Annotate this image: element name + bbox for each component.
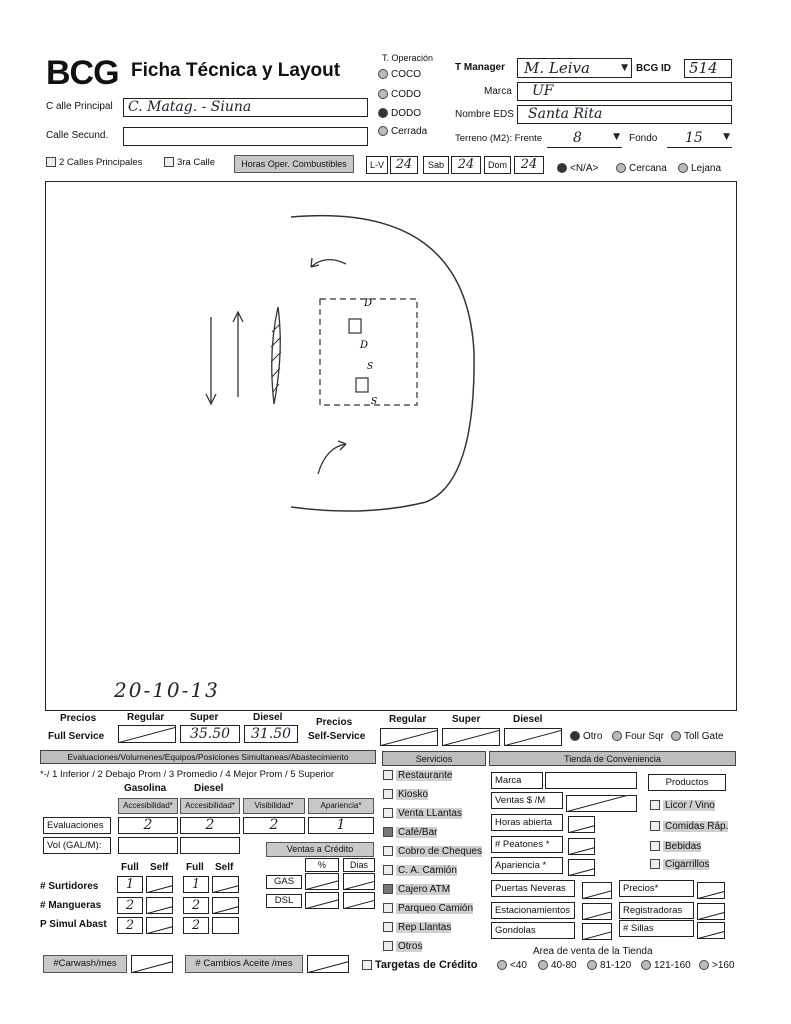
checkbox-icon: [362, 960, 372, 970]
servicio-checkbox[interactable]: [383, 827, 437, 838]
simul-self-dsl[interactable]: [212, 917, 239, 934]
servicios-header: Servicios: [382, 751, 486, 766]
surtidores-self-dsl[interactable]: [212, 876, 239, 893]
area-option-label: 40-80: [551, 960, 577, 971]
gondolas-field[interactable]: [582, 923, 612, 940]
median-island: [272, 307, 281, 404]
tienda-marca-field[interactable]: [545, 772, 637, 789]
format-four-sqr[interactable]: Four Sqr: [612, 731, 664, 742]
servicio-label: C. A. Camión: [398, 865, 457, 876]
registradoras-label: Registradoras: [619, 902, 694, 919]
col-visibilidad: Visibilidad*: [243, 798, 305, 814]
eval-visibilidad[interactable]: 2: [243, 817, 305, 834]
radio-icon: [641, 960, 651, 970]
area-option-label: <40: [510, 960, 527, 971]
radio-selected-icon: [378, 108, 388, 118]
simul-full-dsl[interactable]: 2: [183, 917, 209, 934]
servicio-checkbox[interactable]: [383, 941, 422, 952]
productos-label: Productos: [648, 774, 726, 791]
checkbox-icon: [383, 865, 393, 875]
servicio-checkbox[interactable]: [383, 903, 473, 914]
mangueras-full-dsl[interactable]: 2: [183, 897, 209, 914]
gas-pct-field[interactable]: [305, 873, 339, 890]
dias-header: Dias: [343, 858, 375, 872]
radio-selected-icon: [557, 163, 567, 173]
estacionamientos-field[interactable]: [582, 903, 612, 920]
area-option-label: 121-160: [654, 960, 691, 971]
apariencia-label: Apariencia *: [491, 857, 563, 874]
apariencia-field[interactable]: [568, 859, 595, 876]
registradoras-field[interactable]: [697, 903, 725, 920]
checkbox-icon: [164, 157, 174, 167]
mangueras-self-gas[interactable]: [146, 897, 173, 914]
area-option[interactable]: [699, 960, 735, 971]
bcg-id-field[interactable]: 514: [684, 59, 732, 78]
full-regular-field[interactable]: [118, 725, 176, 743]
checkbox-icon: [383, 808, 393, 818]
t-operacion-coco[interactable]: COCO: [378, 69, 421, 80]
servicio-label: Otros: [398, 941, 423, 952]
self-super-field[interactable]: [442, 728, 500, 746]
area-option[interactable]: [587, 960, 631, 971]
proximity-cercana[interactable]: Cercana: [616, 163, 667, 174]
dispenser-mark-1a: D: [364, 298, 373, 309]
surtidores-label: # Surtidores: [40, 881, 99, 892]
radio-icon: [671, 731, 681, 741]
marca-field[interactable]: UF: [517, 82, 732, 101]
eval-apariencia[interactable]: 1: [308, 817, 374, 834]
col-diesel: Diesel: [253, 712, 283, 723]
horas-abierta-field[interactable]: [568, 816, 595, 833]
dsl-pct-field[interactable]: [305, 892, 339, 909]
ventas-credito-header: Ventas a Crédito: [266, 842, 374, 857]
puertas-neveras-field[interactable]: [582, 882, 612, 899]
simul-full-gas[interactable]: 2: [117, 917, 143, 934]
format-otro[interactable]: Otro: [570, 731, 602, 742]
dispenser-mark-2a: S: [367, 362, 374, 372]
self-label-gas: Self: [150, 862, 169, 873]
area-option-label: >160: [712, 960, 735, 971]
tercera-calle-checkbox[interactable]: 3ra Calle: [164, 157, 215, 168]
product-bebidas[interactable]: Bebidas: [650, 841, 701, 852]
self-col-super: Super: [452, 714, 481, 725]
dropdown-arrow-icon: ▼: [723, 132, 730, 142]
radio-icon: [587, 960, 597, 970]
tarjetas-credito-checkbox[interactable]: Targetas de Crédito: [362, 959, 478, 971]
checkbox-checked-icon: [383, 827, 393, 837]
terreno-label: Terreno (M2): Frente: [455, 133, 543, 144]
precios-tienda-label: Precios*: [619, 880, 694, 897]
checkbox-icon: [383, 922, 393, 932]
checkbox-icon: [383, 846, 393, 856]
surtidores-full-dsl[interactable]: 1: [183, 876, 209, 893]
surtidores-self-gas[interactable]: [146, 876, 173, 893]
dispenser-2: [356, 378, 368, 392]
self-service-label: Self-Service: [308, 731, 366, 742]
servicio-checkbox[interactable]: [383, 846, 482, 857]
checkbox-checked-icon: [383, 884, 393, 894]
product-licor[interactable]: Licor / Vino: [650, 800, 715, 811]
area-option-label: 81-120: [600, 960, 632, 971]
servicio-label: Cajero ATM: [398, 884, 451, 895]
eval-accesibilidad-gas[interactable]: 2: [118, 817, 178, 834]
radio-icon: [616, 163, 626, 173]
sab-field[interactable]: 24: [451, 156, 481, 174]
gasolina-label: Gasolina: [124, 783, 167, 794]
checkbox-icon: [383, 789, 393, 799]
puertas-neveras-label: Puertas Neveras: [491, 880, 575, 897]
dropdown-arrow-icon: ▼: [621, 63, 628, 73]
dispenser-mark-1b: D: [360, 340, 369, 351]
fondo-select[interactable]: 15 ▼: [667, 130, 732, 148]
proximity-lejana[interactable]: Lejana: [678, 163, 721, 174]
radio-selected-icon: [570, 731, 580, 741]
self-diesel-field[interactable]: [504, 728, 562, 746]
area-option[interactable]: [538, 960, 577, 971]
col-accesibilidad-dsl: Accesibilidad*: [180, 798, 240, 814]
dom-label: Dom: [484, 156, 511, 174]
area-option[interactable]: [641, 960, 691, 971]
full-diesel-field[interactable]: 31.50: [244, 725, 298, 743]
servicio-checkbox[interactable]: [383, 808, 462, 819]
area-option[interactable]: [497, 960, 527, 971]
self-regular-field[interactable]: [380, 728, 438, 746]
page-title: Ficha Técnica y Layout: [131, 60, 341, 81]
horas-abierta-label: Horas abierta: [491, 814, 563, 831]
checkbox-icon: [46, 157, 56, 167]
site-boundary: [291, 216, 474, 511]
servicio-label: Parqueo Camión: [398, 903, 474, 914]
t-operacion-codo[interactable]: CODO: [378, 89, 421, 100]
scale-legend: *-/ 1 Inferior / 2 Debajo Prom / 3 Promedio / 4 Mejor Prom / 5 Superior: [40, 769, 335, 780]
sillas-label: # Sillas: [619, 920, 694, 937]
marca-label: Marca: [484, 86, 512, 97]
vol-dsl-field[interactable]: [180, 837, 240, 854]
peatones-field[interactable]: [568, 838, 595, 855]
carwash-field[interactable]: [131, 955, 173, 973]
col-apariencia: Apariencia*: [308, 798, 374, 814]
nombre-eds-label: Nombre EDS: [455, 109, 514, 120]
area-venta-label: Area de venta de la Tienda: [533, 946, 653, 957]
surtidores-full-gas[interactable]: 1: [117, 876, 143, 893]
servicio-checkbox[interactable]: [383, 865, 457, 876]
radio-icon: [612, 731, 622, 741]
t-operacion-dodo[interactable]: DODO: [378, 108, 421, 119]
radio-icon: [378, 89, 388, 99]
cambios-aceite-field[interactable]: [307, 955, 349, 973]
checkbox-icon: [383, 770, 393, 780]
col-accesibilidad-gas: Accesibilidad*: [118, 798, 178, 814]
tienda-marca-label: Marca: [491, 772, 543, 789]
servicio-checkbox[interactable]: [383, 770, 452, 781]
radio-icon: [378, 126, 388, 136]
gas-dias-field[interactable]: [343, 873, 375, 890]
precios-full-label: Precios: [60, 713, 97, 724]
full-super-field[interactable]: 35.50: [180, 725, 240, 743]
evaluaciones-bar: Evaluaciones/Volumenes/Equipos/Posiciones Simultaneas/Abastecimiento: [40, 750, 376, 764]
evaluaciones-label: Evaluaciones: [43, 817, 111, 834]
vol-label: Vol (GAL/M):: [43, 837, 111, 854]
servicio-label: Cobro de Cheques: [398, 846, 482, 857]
nombre-eds-field[interactable]: Santa Rita: [517, 105, 732, 124]
simul-self-gas[interactable]: [146, 917, 173, 934]
calle-principal-field[interactable]: C. Matag. - Siuna: [123, 98, 368, 117]
dos-calles-checkbox[interactable]: 2 Calles Principales: [46, 157, 142, 168]
checkbox-icon: [650, 841, 660, 851]
t-operacion-cerrada[interactable]: Cerrada: [378, 126, 427, 137]
calle-secund-label: Calle Secund.: [46, 130, 109, 141]
servicio-checkbox[interactable]: [383, 884, 450, 895]
radio-icon: [699, 960, 709, 970]
radio-icon: [378, 69, 388, 79]
simul-abast-label: P Simul Abast: [40, 919, 107, 930]
product-cigarrillos[interactable]: Cigarrillos: [650, 859, 709, 870]
checkbox-icon: [650, 859, 660, 869]
precios-self-label: Precios: [316, 717, 353, 728]
lv-label: L-V: [366, 156, 388, 174]
gondolas-label: Gondolas: [491, 922, 575, 939]
cambios-aceite-label: # Cambios Aceite /mes: [185, 955, 303, 973]
ventas-label: Ventas $ /M: [491, 792, 563, 809]
product-comidas[interactable]: Comidas Ráp.: [650, 821, 728, 832]
pct-header: %: [305, 858, 339, 872]
servicio-label: Kiosko: [398, 789, 429, 800]
layout-drawing-area[interactable]: [45, 181, 737, 711]
dropdown-arrow-icon: ▼: [613, 132, 620, 142]
ventas-field[interactable]: [566, 795, 637, 812]
servicio-checkbox[interactable]: [383, 922, 451, 933]
precios-tienda-field[interactable]: [697, 882, 725, 899]
horas-oper-button[interactable]: Horas Oper. Combustibles: [234, 155, 354, 173]
servicio-label: Restaurante: [398, 770, 453, 781]
col-super: Super: [190, 712, 219, 723]
bcg-logo: BCG: [46, 54, 119, 92]
dispenser-1: [349, 319, 361, 333]
mangueras-label: # Mangueras: [40, 900, 102, 911]
dsl-label: DSL: [266, 894, 302, 908]
tienda-header: Tienda de Conveniencia: [489, 751, 736, 766]
checkbox-icon: [383, 941, 393, 951]
full-label-dsl: Full: [186, 862, 204, 873]
sab-label: Sab: [423, 156, 449, 174]
col-regular: Regular: [127, 712, 165, 723]
bcg-id-label: BCG ID: [636, 63, 671, 74]
proximity-na[interactable]: <N/A>: [557, 163, 598, 174]
self-label-dsl: Self: [215, 862, 234, 873]
diesel-label: Diesel: [194, 783, 224, 794]
vol-gas-field[interactable]: [118, 837, 178, 854]
mangueras-full-gas[interactable]: 2: [117, 897, 143, 914]
checkbox-icon: [650, 821, 660, 831]
site-sketch: [46, 182, 735, 709]
full-label-gas: Full: [121, 862, 139, 873]
t-operacion-label: T. Operación: [382, 53, 434, 63]
mangueras-self-dsl[interactable]: [212, 897, 239, 914]
lv-field[interactable]: 24: [390, 156, 418, 174]
checkbox-icon: [383, 903, 393, 913]
fondo-label: Fondo: [629, 133, 658, 144]
self-col-diesel: Diesel: [513, 714, 543, 725]
radio-icon: [497, 960, 507, 970]
format-toll-gate[interactable]: Toll Gate: [671, 731, 723, 742]
t-manager-label: T Manager: [455, 62, 506, 73]
frente-select[interactable]: 8 ▼: [547, 130, 622, 148]
servicio-label: Rep Llantas: [398, 922, 452, 933]
dom-field[interactable]: 24: [514, 156, 544, 174]
estacionamientos-label: Estacionamientos: [491, 902, 575, 919]
servicio-label: Venta LLantas: [398, 808, 462, 819]
full-service-label: Full Service: [48, 731, 105, 742]
t-manager-select[interactable]: M. Leiva ▼: [517, 58, 632, 78]
calle-principal-label: C alle Principal: [46, 101, 113, 112]
sillas-field[interactable]: [697, 922, 725, 939]
gas-label: GAS: [266, 875, 302, 889]
checkbox-icon: [650, 800, 660, 810]
servicio-label: Café/Bar: [398, 827, 438, 838]
calle-secund-field[interactable]: [123, 127, 368, 146]
dispenser-mark-2b: S: [371, 397, 378, 407]
self-col-regular: Regular: [389, 714, 427, 725]
carwash-label: #Carwash/mes: [43, 955, 127, 973]
dsl-dias-field[interactable]: [343, 892, 375, 909]
eval-accesibilidad-dsl[interactable]: 2: [180, 817, 240, 834]
radio-icon: [538, 960, 548, 970]
radio-icon: [678, 163, 688, 173]
peatones-label: # Peatones *: [491, 836, 563, 853]
servicio-checkbox[interactable]: [383, 789, 428, 800]
sketch-date: 20-10-13: [114, 678, 220, 702]
